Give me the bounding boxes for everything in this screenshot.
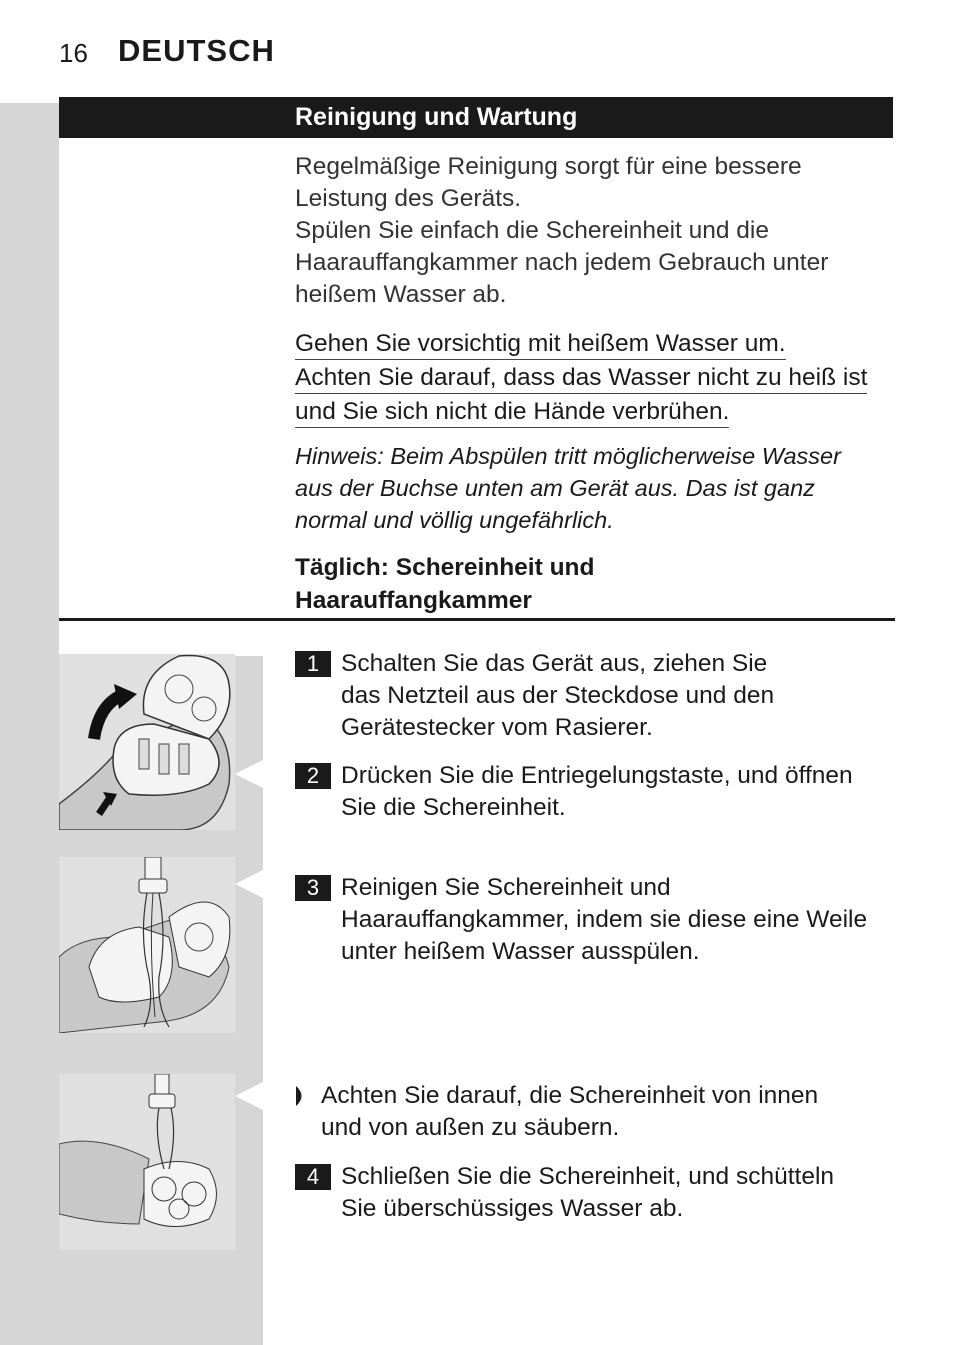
- note-line: normal und völlig ungefährlich.: [295, 507, 614, 533]
- step-line: unter heißem Wasser ausspülen.: [341, 938, 700, 965]
- section-header-bar: [59, 97, 893, 138]
- intro-line: Regelmäßige Reinigung sorgt für eine bessere: [295, 153, 802, 180]
- margin-blank-area: [59, 138, 263, 618]
- section-title: Reinigung und Wartung: [295, 103, 578, 131]
- note-line: aus der Buchse unten am Gerät aus. Das ist ganz: [295, 475, 815, 501]
- note-line: Hinweis: Beim Abspülen tritt möglicherweise Wasser: [295, 443, 841, 469]
- intro-line: Haarauffangkammer nach jedem Gebrauch unter: [295, 249, 829, 276]
- language-heading: DEUTSCH: [118, 33, 275, 68]
- step-number-badge: 1: [295, 651, 331, 677]
- illustration-rinse-under-water: [59, 857, 235, 1033]
- step-number-badge: 4: [295, 1164, 331, 1190]
- step-text: [341, 760, 895, 824]
- step-text: [341, 872, 895, 968]
- step-4: [295, 1161, 895, 1225]
- bullet-arrow-icon: [295, 1086, 307, 1106]
- subheading: [295, 551, 895, 617]
- illustration-rinse-closed-unit: [59, 1074, 235, 1250]
- step-text: [341, 1161, 895, 1225]
- step-line: Haarauffangkammer, indem sie diese eine Weile: [341, 906, 868, 933]
- page-number: 16: [59, 38, 88, 68]
- bullet-line: und von außen zu säubern.: [321, 1114, 620, 1141]
- subheading-line: Haarauffangkammer: [295, 587, 532, 614]
- note-paragraph: [295, 440, 895, 536]
- illustration-pointer: [235, 870, 263, 898]
- step-line: Sie überschüssiges Wasser ab.: [341, 1195, 684, 1222]
- illustration-pointer: [235, 760, 263, 788]
- intro-paragraph: [295, 151, 895, 311]
- warning-line: Achten Sie darauf, dass das Wasser nicht zu heiß ist: [295, 363, 867, 394]
- step-line: Sie die Schereinheit.: [341, 794, 566, 821]
- step-2: [295, 760, 895, 824]
- intro-line: Spülen Sie einfach die Schereinheit und die: [295, 217, 770, 244]
- step-line: Reinigen Sie Schereinheit und: [341, 874, 671, 901]
- step-1: [295, 648, 895, 744]
- step-line: Schließen Sie die Schereinheit, und schütteln: [341, 1163, 835, 1190]
- bullet-item: [295, 1080, 895, 1144]
- bullet-text: [321, 1080, 895, 1144]
- step-3: [295, 872, 895, 968]
- warning-paragraph: [295, 328, 895, 430]
- step-number-badge: 3: [295, 875, 331, 901]
- step-number-badge: 2: [295, 763, 331, 789]
- subheading-line: Täglich: Schereinheit und: [295, 554, 595, 581]
- step-line: Schalten Sie das Gerät aus, ziehen Sie: [341, 650, 768, 677]
- step-text: [341, 648, 895, 744]
- intro-line: Leistung des Geräts.: [295, 185, 522, 212]
- step-line: Gerätestecker vom Rasierer.: [341, 714, 653, 741]
- warning-line: Gehen Sie vorsichtig mit heißem Wasser um.: [295, 329, 786, 360]
- warning-line: und Sie sich nicht die Hände verbrühen.: [295, 397, 729, 428]
- section-divider: [59, 618, 895, 621]
- margin-blank-area-2: [59, 620, 263, 656]
- illustration-open-shaving-unit: [59, 654, 235, 830]
- illustration-pointer: [235, 1082, 263, 1110]
- step-line: das Netzteil aus der Steckdose und den: [341, 682, 775, 709]
- bullet-line: Achten Sie darauf, die Schereinheit von innen: [321, 1082, 819, 1109]
- step-line: Drücken Sie die Entriegelungstaste, und öffnen: [341, 762, 853, 789]
- intro-line: heißem Wasser ab.: [295, 281, 507, 308]
